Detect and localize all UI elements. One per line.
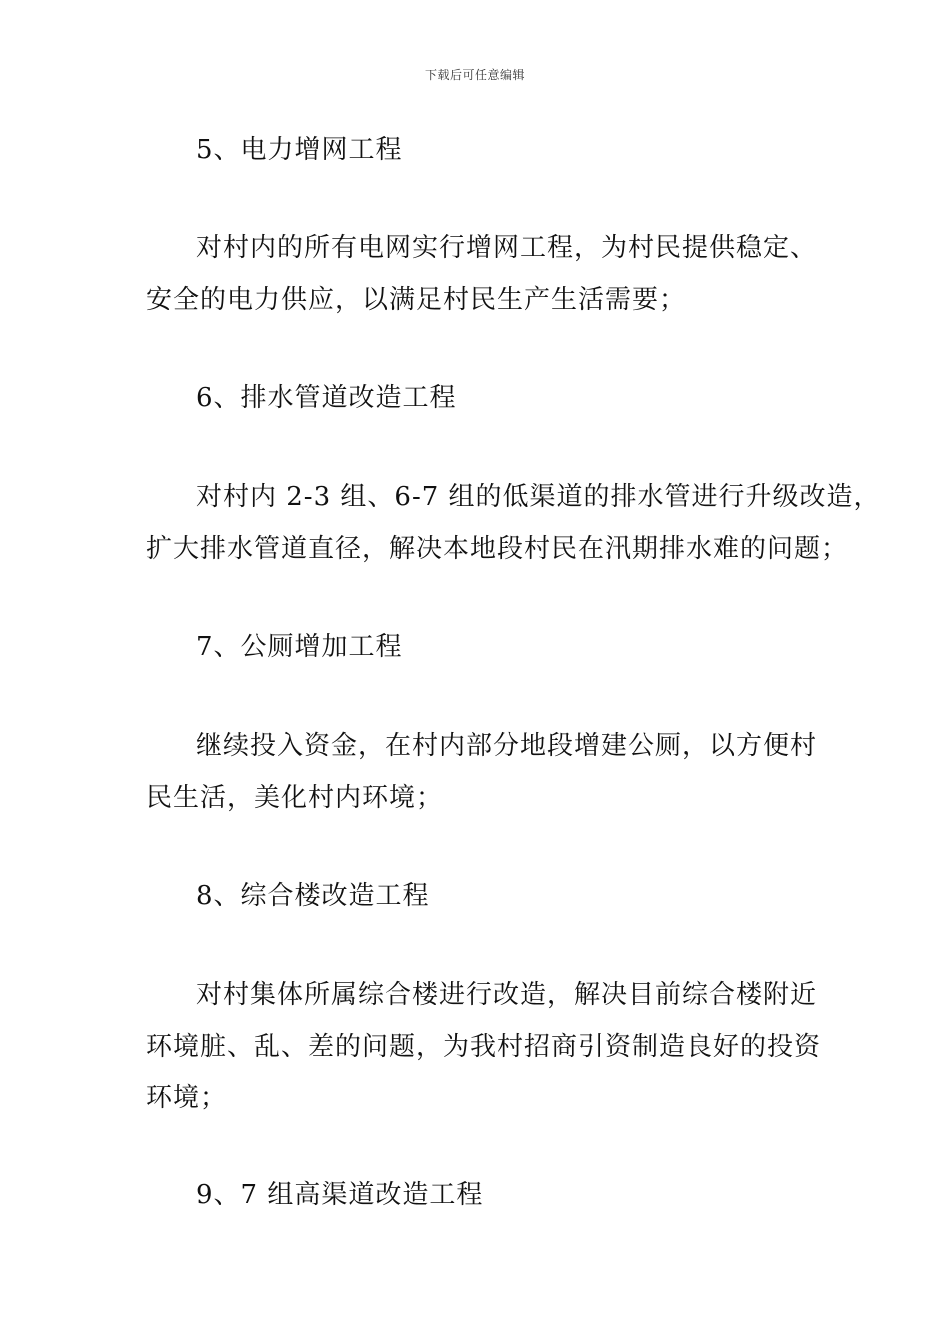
section-5-paragraph-line-2: 安全的电力供应，以满足村民生产生活需要；: [146, 285, 687, 315]
section-8-paragraph-line-1: 对村集体所属综合楼进行改造，解决目前综合楼附近: [196, 980, 818, 1010]
section-7-paragraph-line-1: 继续投入资金，在村内部分地段增建公厕，以方便村: [196, 731, 818, 761]
page-header: 下载后可任意编辑: [424, 68, 525, 82]
section-heading-7: 7、公厕增加工程: [196, 632, 403, 662]
section-8-paragraph-line-2: 环境脏、乱、差的问题，为我村招商引资制造良好的投资: [146, 1032, 822, 1062]
section-heading-8: 8、综合楼改造工程: [196, 881, 430, 911]
section-heading-9: 9、7 组高渠道改造工程: [196, 1180, 484, 1210]
section-7-paragraph-line-2: 民生活，美化村内环境；: [146, 783, 444, 813]
section-8-paragraph-line-3: 环境；: [146, 1083, 228, 1113]
section-heading-6: 6、排水管道改造工程: [196, 383, 457, 413]
section-6-paragraph-line-2: 扩大排水管道直径，解决本地段村民在汛期排水难的问题；: [146, 534, 849, 564]
section-6-paragraph-line-1: 对村内 2-3 组、6-7 组的低渠道的排水管进行升级改造，: [196, 482, 881, 512]
section-heading-5: 5、电力增网工程: [196, 135, 403, 165]
section-5-paragraph-line-1: 对村内的所有电网实行增网工程，为村民提供稳定、: [196, 233, 818, 263]
